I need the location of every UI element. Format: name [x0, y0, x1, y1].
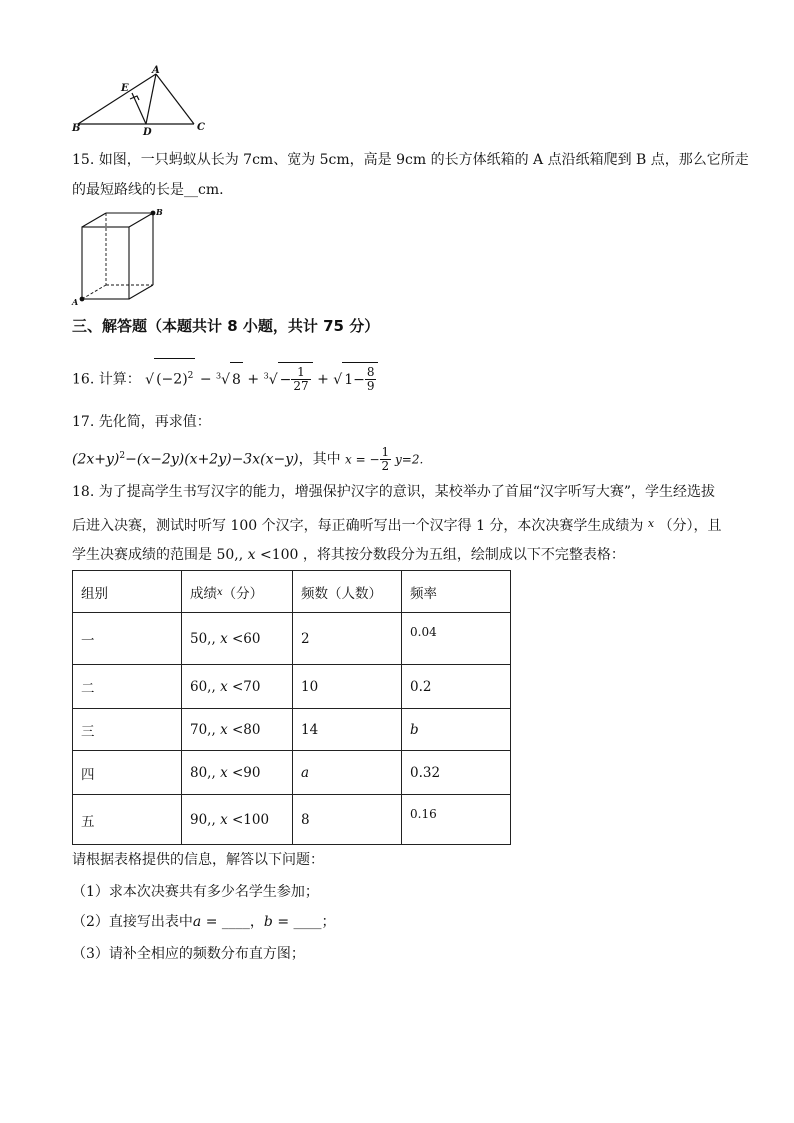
table-row: 五 90,, x <100 8 0.16 — [73, 795, 511, 845]
label-b: B — [72, 123, 81, 134]
q18-line3: 学生决赛成绩的范围是 50,, x <100 ，将其按分数段分为五组，绘制成以下不完整表格： — [72, 547, 625, 563]
table-header-row — [73, 571, 511, 613]
q18-sub3: （3）请补全相应的频数分布直方图； — [72, 946, 305, 962]
q16-radical-1: √ $(-2)^2$ — [145, 372, 195, 388]
q18-after: 请根据表格提供的信息，解答以下问题： — [72, 852, 324, 868]
q16: 16. 计算： √ $(-2)^2 - ^3√$ 8 + $^3$√ − $\frac{1}{27}$ + √ 1− $\frac{8}{9}$ — [72, 358, 378, 397]
q18-sub2: （2）直接写出表中a = ____，b = ____； — [72, 914, 336, 930]
q17-expr: $(2x+y)^2-(x-2y)(x+2y)-3x(x-y)$，其中 x = − $\frac{1}{2}$ y=2. — [72, 445, 424, 474]
q16-radical-2: $^3$√ 8 — [216, 372, 243, 388]
header-rate: 频率 — [402, 571, 511, 613]
q16-prefix: 16. 计算： — [72, 371, 141, 388]
q18-line1: 18. 为了提高学生书写汉字的能力，增强保护汉字的意识，某校举办了首届“汉字听写大赛”，学生经选拔 — [72, 484, 716, 500]
label-a: A — [152, 65, 160, 76]
q15-line2: 的最短路线的长是__cm. — [72, 182, 224, 198]
score-table — [72, 570, 511, 845]
box-figure — [70, 205, 170, 307]
label-c: C — [197, 122, 205, 133]
q15-line1: 15. 如图，一只蚂蚁从长为 7cm、宽为 5cm，高是 9cm 的长方体纸箱的 A 点沿纸箱爬到 B 点，那么它所走 — [72, 152, 749, 168]
q16-radical-3: $^3$√ − $\frac{1}{27}$ — [264, 372, 313, 388]
table-row: 一 50,, x <60 2 0.04 — [73, 613, 511, 665]
label-d: D — [143, 127, 152, 138]
q18-line2: 后进入决赛，测试时听写 100 个汉字，每正确听写出一个汉字得 1 分，本次决赛学生成绩为 $^x$ （分），且 — [72, 517, 722, 534]
table-row: 三 70,, x <80 14 b — [73, 709, 511, 751]
q16-radical-4: √ 1− $\frac{8}{9}$ — [333, 372, 378, 388]
q18-sub1: （1）求本次决赛共有多少名学生参加； — [72, 884, 319, 900]
section-title: 三、解答题（本题共计 8 小题，共计 75 分） — [72, 317, 380, 335]
box-label-a: A — [72, 297, 79, 307]
table-row: 四 80,, x <90 a 0.32 — [73, 751, 511, 795]
header-score: 成绩$^x$（分） — [182, 571, 293, 613]
table-row: 二 60,, x <70 10 0.2 — [73, 665, 511, 709]
header-count: 频数（人数） — [293, 571, 402, 613]
box-label-b: B — [156, 207, 163, 217]
label-e: E — [121, 83, 129, 94]
header-group: 组别 — [73, 571, 182, 613]
q17-title: 17. 先化简，再求值： — [72, 414, 211, 430]
triangle-figure — [66, 64, 216, 140]
